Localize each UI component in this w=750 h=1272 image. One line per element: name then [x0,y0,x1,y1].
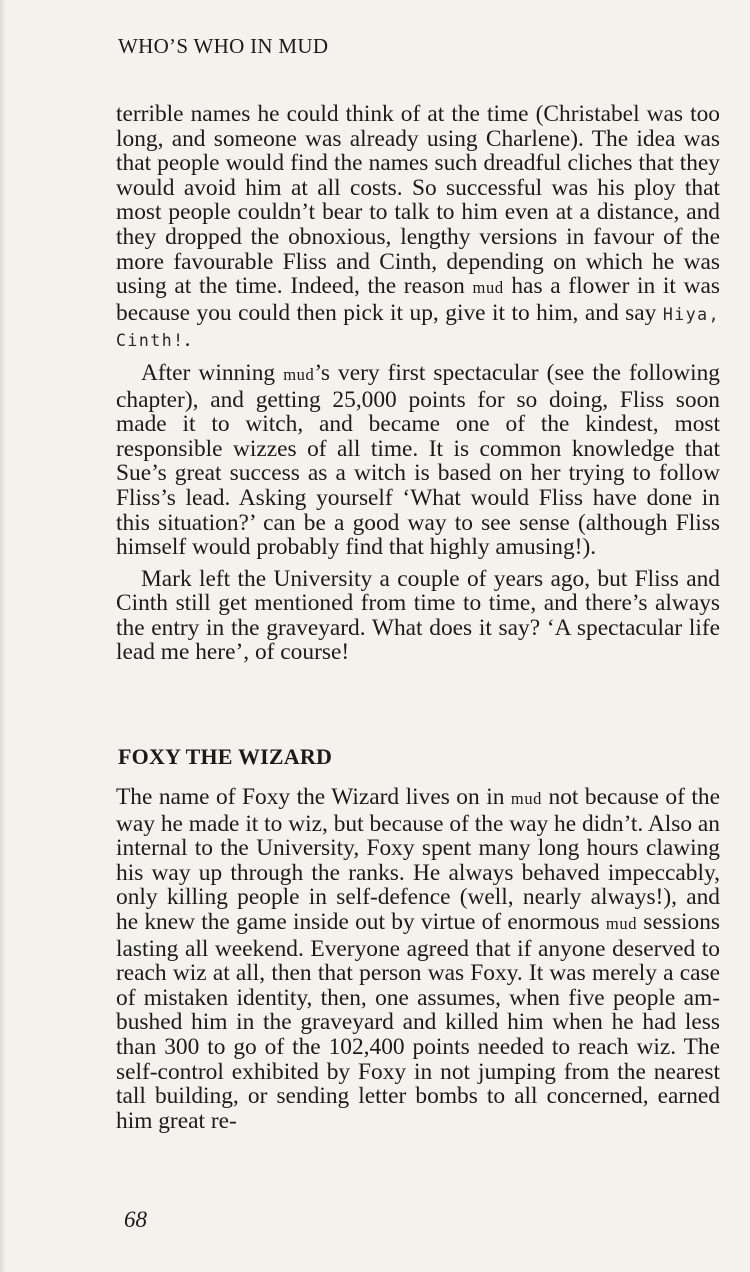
paragraph-text: sessions lasting all weekend. Everyone agreed that if anyone deserved to reach wiz at all, then that person was Foxy. It was merely a case of mistaken identity, then, one assumes, when five people ambushed him in the graveyard and killed him when he had less than 300 to go of the 102,400 points needed to reach wiz. The self-control exhibited by Foxy in not jumping from the nearest tall building, or sending letter bombs to all concerned, earned him great re- [116,908,720,1134]
small-caps-mud: mud [605,913,638,933]
paragraph-text: Mark left the University a couple of years ago, but Fliss and Cinth still get mentioned from time to time, and there’s always the entry in the graveyard. What does it say? ‘A spectacular life lead me here’, of course! [116,565,720,666]
paragraph-fliss-witch [116,361,720,560]
gutter-shadow [0,0,6,1272]
running-head: WHO’S WHO IN MUD [118,34,329,58]
paragraph-text: has a flower in it was because you could then pick it up, give it to him, and say [116,273,721,326]
paragraph-mark-left [116,567,720,665]
text-block-upper [116,102,720,665]
paragraph-text: ’s very first spectacular (see the following chapter), and getting 25,000 points for so doing, Fliss soon made it to witch, and became one of the kindest, most responsible wizzes of all time. It is common knowledge that Sue’s great success as a witch is based on her trying to follow Fliss’s lead. Asking yourself ‘What would Fliss have done in this situation?’ can be a good way to see sense (although Fliss himself would probably find that highly amusing!). [116,359,721,561]
paragraph-fliss-names [116,102,720,354]
small-caps-mud: mud [283,364,315,384]
page-number: 68 [124,1207,147,1232]
paragraph-text: terrible names he could think of at the time (Christabel was too long, and someone was already using Charlene). The idea was that people would find the names such dreadful cliches that they would avoid him at all costs. So successful was his ploy that most people couldn’t bear to talk to him even at a distance, and they dropped the obnoxious, lengthy versions in favour of the more favourable Fliss and Cinth, depending on which he was using at the time. Indeed, the reason [116,101,720,300]
text-block-lower [116,785,720,1133]
section-heading: FOXY THE WIZARD [118,744,333,769]
paragraph-foxy [116,785,720,1133]
paragraph-text: The name of Foxy the Wizard lives on in [116,784,511,810]
small-caps-mud: mud [472,278,504,298]
paragraph-text: not because of the way he made it to wiz, but because of the way he didn’t. Also an internal to the University, Foxy spent many long hours clawing his way up through the ranks. He always behaved impeccably, only killing people in self-defence (well, nearly always!), and he knew the game inside out by virtue of enormous [116,784,720,935]
paragraph-text: . [184,326,191,353]
mud-command: Hiya, Cinth! [116,304,720,351]
small-caps-mud: mud [510,789,543,808]
paragraph-text: After winning [141,359,284,386]
